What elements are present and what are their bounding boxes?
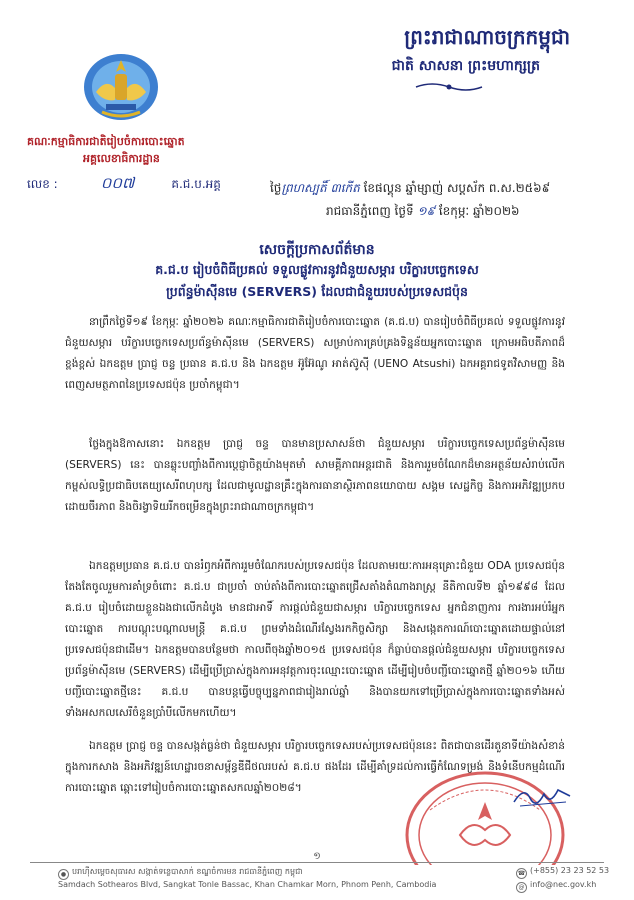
document-subtitle-line1: គ.ជ.ប រៀបចំពិធីប្រគល់ ទទួលផ្លូវការនូវជំនួយសម្ភារ បរិក្ខារបច្ចេកទេស: [155, 262, 479, 277]
page-number: ១: [313, 851, 321, 862]
lunar-date-handwritten: ព្រហស្បតិ៍ ៣កើត: [281, 181, 360, 195]
signature: [510, 780, 574, 812]
solar-date-prefix: រាជធានីភ្នំពេញ ថ្ងៃទី: [326, 204, 414, 218]
footer-address-english: Samdach Sothearos Blvd, Sangkat Tonle Bassac, Khan Chamkar Morn, Phnom Penh, Cambodia: [58, 880, 437, 889]
paragraph-text: ឯកឧត្តមប្រធាន គ.ជ.ប បានរំឭកអំពីការរួមចំណែករបស់ប្រទេសជប៉ុន ដែលតាមរយៈការអនុគ្រោះជំនួយ ODA ប្រទេសជប៉ុនតែងតែចូលរួមការគាំទ្រចំពោះ គ.ជ.ប ជាប្រចាំ ចាប់តាំងពីការបោះឆ្នោតជ្រើសតាំងតំណាងរាស្ត្រ នីតិកាលទី២ ឆ្នាំ១៩៩៨ ដែល គ.ជ.ប រៀបចំដោយខ្លួនឯងជាលើកដំបូង មានជាអាទិ៍ ការផ្តល់ជំនួយជាសម្ភារ បរិក្ខារបច្ចេកទេស អ្នកជំនាញការ ការងារអប់រំអ្នកបោះឆ្នោត ការបណ្តុះបណ្តាលមន្ត្រី គ.ជ.ប ព្រមទាំងដំណើរស្វែងរកកិច្ចសិក្សា និងសង្កេតការណ៍បោះឆ្នោតដោយផ្ទាល់នៅប្រទេសជប៉ុនជាដើម។ ឯកឧត្តមបានបន្ថែមថា កាលពីចុងឆ្នាំ២០១៥ ប្រទេសជប៉ុន ក៏ធ្លាប់បានផ្តល់ជំនួយសម្ភារ បរិក្ខារបច្ចេកទេសប្រព័ន្ធម៉ាស៊ីនមេ (SERVERS) ដើម្បីប្រើប្រាស់ក្នុងការអនុវត្តការចុះឈ្មោះបោះឆ្នោត ដើម្បីរៀបចំបញ្ជីបោះឆ្នោតថ្មី ឆ្នាំ២០១៦ ហើយបញ្ជីបោះឆ្នោតថ្មីនេះ គ.ជ.ប បានបន្តធ្វើបច្ចុប្បន្នភាពជារៀងរាល់ឆ្នាំ និងបានយកទៅប្រើប្រាស់ក្នុងការបោះឆ្នោតទាំងអស់ ទាំងអសកលសេរីចំនួនប្រាំបីលើកមកហើយ។: [65, 560, 565, 719]
paragraph-text: ថ្លែងក្នុងឱកាសនោះ ឯកឧត្តម ប្រាជ្ញ ចន្ទ បានមានប្រសាសន៍ថា ជំនួយសម្ភារ បរិក្ខារបច្ចេកទេសប្រព័ន្ធម៉ាស៊ីនមេ (SERVERS) នេះ បានឆ្លុះបញ្ចាំងពីការប្តេជ្ញាចិត្តយ៉ាងមុតមាំ សាមគ្គីភាពអន្តរជាតិ និងការរួមចំណែកដ៏មានអត្ថន័យសំរាប់លើកកម្ពស់លទ្ធិប្រជាធិបតេយ្យសេរីពហុបក្ស ដែលជាមូលដ្ឋានគ្រឹះក្នុងការធានាស្ថិរភាពនយោបាយ សង្គម សេដ្ឋកិច្ច និងការអភិវឌ្ឍប្រកបដោយចីរភាព និងចិរង្វាទិយរីកចម្រើនក្នុងព្រះរាជាណាចក្រកម្ពុជា។: [65, 438, 565, 513]
solar-date: [326, 203, 520, 221]
footer-address-khmer: [58, 866, 303, 880]
national-motto: ជាតិ សាសនា ព្រះមហាក្សត្រ: [391, 58, 540, 74]
footer-address-khmer-text: បរាហ៊ីសម្តេចសុធារស សង្កាត់ទន្លេបាសាក់ ខណ្ឌចំការមន រាជធានីភ្នំពេញ កម្ពុជា: [72, 867, 303, 876]
national-emblem-logo: [82, 52, 160, 122]
phone-text: (+855) 23 23 52 53: [530, 866, 610, 875]
email-icon: @: [516, 882, 527, 893]
reference-suffix: គ.ជ.ប.អគ្គ: [171, 177, 221, 191]
lunar-date-prefix: ថ្ងៃ: [270, 181, 282, 195]
body-paragraph-3: [65, 556, 565, 724]
footer-phone: [516, 866, 609, 879]
ornament-divider: [414, 80, 484, 94]
reference-number: ០០៧: [100, 174, 135, 192]
location-icon: ●: [58, 869, 69, 880]
organization-name: គណៈកម្មាធិការជាតិរៀបចំការបោះឆ្នោត: [27, 135, 185, 148]
reference-line: [27, 174, 221, 196]
body-paragraph-1: [65, 312, 565, 396]
document-subtitle-line2: ប្រព័ន្ធម៉ាស៊ីនមេ (SERVERS) ដែលជាជំនួយរបស់ប្រទេសជប៉ុន: [166, 284, 468, 299]
organization-department: អគ្គលេខាធិការដ្ឋាន: [83, 152, 160, 165]
paragraph-text: ឯកឧត្តម ប្រាជ្ញ ចន្ទ បានសង្កត់ធ្ងន់ថា ជំនួយសម្ភារ បរិក្ខារបច្ចេកទេសរបស់ប្រទេសជប៉ុននេះ ពិតជាបានដើរតួនាទីយ៉ាងសំខាន់ក្នុងការកសាង និងអភិវឌ្ឍន៍ហេដ្ឋារចនាសម្ព័ន្ធឌីជីថលរបស់ គ.ជ.ប ផងដែរ ដើម្បីគាំទ្រដល់ការធ្វើកំណែទម្រង់ និងទំនើបកម្មដំណើរការបោះឆ្នោត ឆ្ពោះទៅរៀបចំការបោះឆ្នោតសកលឆ្នាំ២០២៨។: [65, 740, 565, 794]
kingdom-title: ព្រះរាជាណាចក្រកម្ពុជា: [404, 25, 570, 49]
solar-date-rest: ខែកុម្ភៈ ឆ្នាំ២០២៦: [435, 204, 520, 218]
lunar-date: [270, 180, 550, 198]
paragraph-text: នាព្រឹកថ្ងៃទី១៩ ខែកុម្ភៈ ឆ្នាំ២០២៦ គណៈកម្មាធិការជាតិរៀបចំការបោះឆ្នោត (គ.ជ.ប) បានរៀបចំពិធីប្រគល់ ទទួលផ្លូវការនូវជំនួយសម្ភារ បរិក្ខារបច្ចេកទេសប្រព័ន្ធម៉ាស៊ីនមេ (SERVERS) សម្រាប់ការគ្រប់គ្រងទិន្នន័យអ្នកបោះឆ្នោត ក្រោមអធិបតីភាពដ៏ខ្ពង់ខ្ពស់ ឯកឧត្តម ប្រាជ្ញ ចន្ទ ប្រធាន គ.ជ.ប និង ឯកឧត្តម អ៊ូអ៊ែណូ អាត់ស៊ូស៊ី (UENO Atsushi) ឯកអគ្គរាជទូតវិសាមញ្ញ និងពេញសមត្ថភាពនៃប្រទេសជប៉ុន ប្រចាំកម្ពុជា។: [65, 316, 565, 391]
lunar-date-rest: ខែផល្គុន ឆ្នាំម្សាញ់ សប្តស័ក ព.ស.២៥៦៩: [359, 181, 551, 195]
phone-icon: ☎: [517, 870, 526, 877]
footer-email[interactable]: [516, 880, 596, 893]
footer-divider: [30, 862, 604, 863]
email-text[interactable]: info@nec.gov.kh: [530, 880, 597, 889]
body-paragraph-2: [65, 434, 565, 518]
reference-label: លេខ :: [27, 177, 58, 191]
solar-date-day: ១៩: [417, 204, 436, 218]
document-title: សេចក្តីប្រកាសព័ត៌មាន: [259, 242, 375, 258]
